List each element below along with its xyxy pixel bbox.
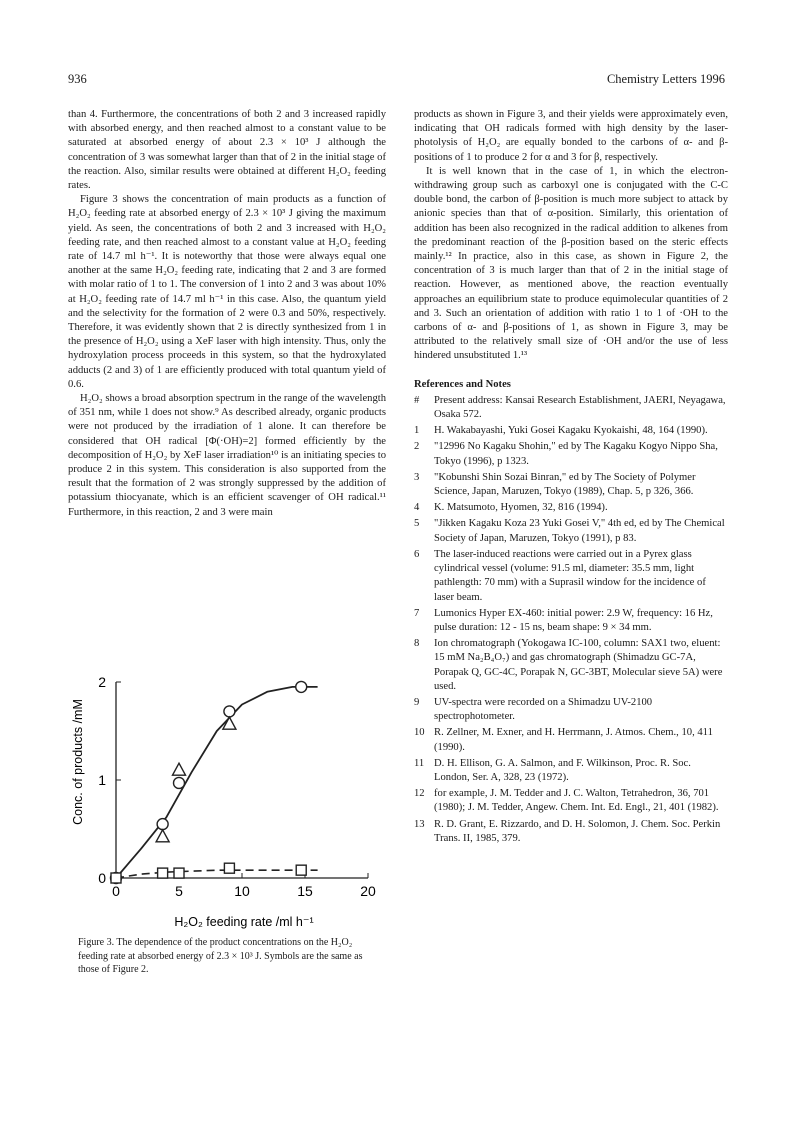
- circle-data-point: [174, 777, 185, 788]
- reference-item: [414, 696, 728, 724]
- reference-number: 13: [414, 818, 425, 830]
- reference-item: [414, 517, 728, 545]
- reference-list: [414, 394, 728, 846]
- reference-text: Ion chromatograph (Yokogawa IC-100, column: SAX1 two, eluent: 15 mM Na₂B₄O₇) and gas chromatograph (Shimadzu GC-7A, Porapak Q, GC-4C, Porapak N, GC-3BT, Molecular sieve 5A) were used.: [434, 638, 723, 692]
- reference-item: [414, 637, 728, 694]
- reference-item: [414, 757, 728, 785]
- reference-number: 10: [414, 727, 425, 739]
- square-data-point: [111, 873, 121, 883]
- square-data-point: [174, 868, 184, 878]
- square-data-point: [158, 868, 168, 878]
- square-data-point: [224, 863, 234, 873]
- chart-marks: [111, 681, 307, 883]
- reference-item: [414, 726, 728, 754]
- reference-number: 12: [414, 788, 425, 800]
- triangle-data-point: [173, 763, 186, 775]
- figure-3: [68, 670, 386, 990]
- paragraph: Figure 3 shows the concentration of main products as a function of H₂O₂ feeding rate at absorbed energy of 2.3 × 10³ J giving the maximum yield. As seen, the concentrations of both 2 and 3 increased with H₂O₂ feeding rate, and then reached almost to a constant value at H₂O₂ feeding rate of 14.7 ml h⁻¹. It is noteworthy that those were always equal one another at the same H₂O₂ feeding rate, indicating that 2 and 3 are formed with molar ratio of 1 to 1. The conversion of 1 into 2 and 3 was about 10% at H₂O₂ feeding rate of 14.7 ml h⁻¹ in this case. Also, the quantum yield and the selectivity for the formation of 2 were 0.3 and 50%, respectively. Therefore, it was evidently shown that 2 is directly synthesized from 1 in the presence of H₂O₂ using a XeF laser with high intensity. Thus, only the hydroxylation process proceeds in this system, so that the hydroxylated adducts (2 and 3) of 1 are efficiently produced with total quantum yield of 0.6.: [68, 194, 386, 390]
- reference-item: [414, 440, 728, 468]
- y-axis-label: Conc. of products /mM: [71, 699, 85, 825]
- paragraph: It is well known that in the case of 1, in which the electron-withdrawing group such as carboxyl one is conjugated with the C-C double bond, the carbon of β-position is much more subject to attack by anionic species than that of α-position. Similarly, this orientation of addition has been also recognized in the radical addition to alkenes from the predominant reaction of the β-position based on the steric effects mainly.¹² In practice, also in this case, as shown in Figure 2, the concentration of 3 is much larger than that of 2 in the initial stage of reaction. However, as mentioned above, the reaction eventually approaches an equilibrium state to produce equimolecular quantities of 2 and 3. Such an orientation of addition with ratio 1 to 1 of ·OH to the carbons of α- and β-positions of 1, as shown in Figure 3, may be attributed to the relatively small size of ·OH and/or the use of less hindered unsubstituted 1.¹³: [414, 165, 728, 362]
- paragraph: H₂O₂ shows a broad absorption spectrum in the range of the wavelength of 351 nm, while 1 does not show.⁹ As described already, organic products were not produced by the irradiation of 1 alone. It can therefore be considered that OH radical [Φ(·OH)=2] formed efficiently by the decomposition of H₂O₂ by XeF laser irradiation¹⁰ is an initiating species to produce 2 in this system. This consideration is also supported from the result that the formation of 2 was strongly suppressed by the addition of potassium thiocyanate, which is an efficient scavenger of OH radical.¹¹ Furthermore, in this reaction, 2 and 3 were main: [68, 393, 386, 518]
- figure-caption: Figure 3. The dependence of the product concentrations on the H₂O₂ feeding rate at absorbed energy of 2.3 × 10³ J. Symbols are the same as those of Figure 2.: [78, 937, 363, 975]
- reference-text: The laser-induced reactions were carried out in a Pyrex glass cylindrical vessel (volume: 91.5 ml, diameter: 35.5 mm, light pathlength: 70 mm) with a Suprasil window for the incidence of laser beam.: [434, 548, 706, 603]
- reference-number: 5: [414, 518, 420, 530]
- reference-item: [414, 607, 728, 635]
- paragraph: than 4. Furthermore, the concentrations of both 2 and 3 increased rapidly with absorbed energy, and then reached almost to a constant value to be saturated at absorbed energy of about 2.3 × 10³ J although the concentration of 3 was somewhat larger than that of 2 in the initial stage of the reaction. Also, similar results were obtained at different H₂O₂ feeding rates.: [68, 109, 386, 192]
- x-tick-label: 0: [112, 883, 120, 899]
- chart-axes: [98, 674, 376, 899]
- chart-curves: [116, 687, 318, 878]
- reference-number: 3: [414, 471, 420, 483]
- reference-text: R. D. Grant, E. Rizzardo, and D. H. Solomon, J. Chem. Soc. Perkin Trans. II, 1985, 379.: [434, 818, 721, 844]
- reference-text: "12996 No Kagaku Shohin," ed by The Kagaku Kogyo Nippo Sha, Tokyo (1996), p 1323.: [434, 441, 718, 467]
- x-tick-label: 10: [234, 883, 250, 899]
- circle-data-point: [296, 681, 307, 692]
- reference-number: 8: [414, 638, 420, 650]
- reference-number: 9: [414, 696, 420, 708]
- reference-text: UV-spectra were recorded on a Shimadzu UV-2100 spectrophotometer.: [434, 696, 653, 723]
- product-concentration-chart: [68, 670, 386, 932]
- y-tick-label: 0: [98, 870, 106, 886]
- x-tick-label: 20: [360, 883, 376, 899]
- triangle-data-point: [156, 830, 169, 842]
- reference-number: 7: [414, 607, 420, 619]
- reference-number: #: [414, 394, 420, 406]
- reference-number: 4: [414, 502, 420, 514]
- reference-number: 2: [414, 441, 420, 453]
- right-column: [414, 108, 728, 848]
- reference-item: [414, 424, 728, 438]
- reference-number: 6: [414, 548, 420, 560]
- reference-text: "Kobunshi Shin Sozai Binran," ed by The Society of Polymer Science, Japan, Maruzen, Tokyo (1989), Chap. 5, p 326, 366.: [434, 471, 696, 498]
- reference-item: [414, 471, 728, 499]
- reference-text: H. Wakabayashi, Yuki Gosei Kagaku Kyokaishi, 48, 164 (1990).: [434, 425, 708, 437]
- reference-item: [414, 787, 728, 815]
- paragraph: products as shown in Figure 3, and their yields were approximately even, indicating that OH radicals formed with high density by the laser-photolysis of H₂O₂ are equally bonded to the carbons of α- and β-positions of 1 to produce 2 for α and 3 for β, respectively.: [414, 109, 728, 163]
- reference-text: R. Zellner, M. Exner, and H. Herrmann, J. Atmos. Chem., 10, 411 (1990).: [434, 727, 713, 753]
- references-heading: References and Notes: [414, 378, 511, 390]
- left-column: [68, 108, 386, 520]
- reference-text: "Jikken Kagaku Koza 23 Yuki Gosei V," 4th ed, ed by The Chemical Society of Japan, Maruzen, Tokyo (1991), p 83.: [434, 518, 725, 544]
- reference-text: for example, J. M. Tedder and J. C. Walton, Tetrahedron, 36, 701 (1980); J. M. Tedder, Angew. Chem. Int. Ed. Engl., 21, 401 (1982).: [434, 788, 719, 814]
- x-axis-label: H₂O₂ feeding rate /ml h⁻¹: [174, 915, 314, 929]
- circle-data-point: [157, 819, 168, 830]
- baseline-curve-line: [116, 870, 318, 878]
- reference-number: 1: [414, 425, 420, 437]
- fit-curve-line: [116, 687, 318, 878]
- reference-item: [414, 501, 728, 515]
- y-tick-label: 1: [98, 772, 106, 788]
- page-number: 936: [68, 72, 87, 86]
- y-tick-label: 2: [98, 674, 106, 690]
- reference-item: [414, 548, 728, 605]
- x-tick-label: 5: [175, 883, 183, 899]
- reference-item: [414, 394, 728, 422]
- reference-number: 11: [414, 757, 425, 769]
- reference-item: [414, 818, 728, 846]
- circle-data-point: [224, 706, 235, 717]
- reference-text: K. Matsumoto, Hyomen, 32, 816 (1994).: [434, 502, 608, 514]
- square-data-point: [296, 865, 306, 875]
- reference-text: D. H. Ellison, G. A. Salmon, and F. Wilkinson, Proc. R. Soc. London, Ser. A, 328, 23 (1972).: [434, 757, 691, 783]
- reference-text: Lumonics Hyper EX-460: initial power: 2.9 W, frequency: 16 Hz, pulse duration: 12 - 15 ns, beam shape: 9 × 34 mm.: [434, 607, 713, 633]
- reference-text: Present address: Kansai Research Establishment, JAERI, Neyagawa, Osaka 572.: [434, 394, 726, 421]
- x-tick-label: 15: [297, 883, 313, 899]
- journal-title: Chemistry Letters 1996: [606, 72, 725, 86]
